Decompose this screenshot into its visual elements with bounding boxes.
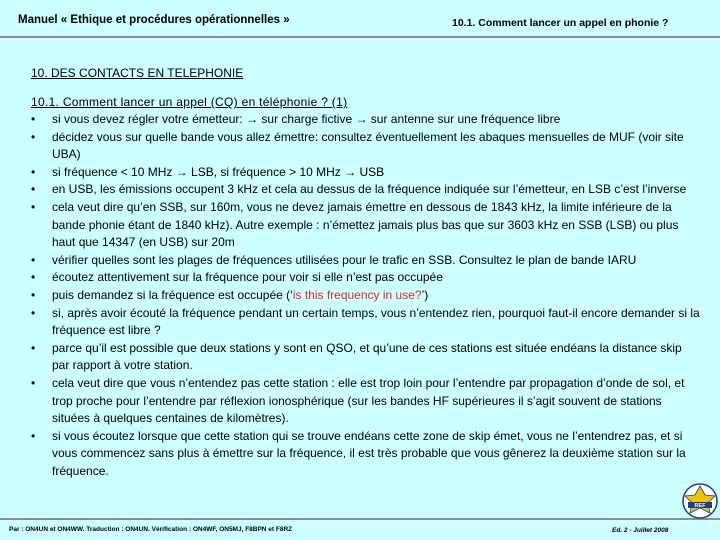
header-divider <box>0 36 720 38</box>
list-item <box>31 269 701 287</box>
list-item <box>31 305 701 340</box>
bullet-icon: • <box>31 428 36 443</box>
list-item <box>31 164 701 182</box>
list-item-text: ’) <box>421 287 429 302</box>
bullet-list <box>31 111 701 480</box>
list-item <box>31 375 701 428</box>
bullet-icon: • <box>31 287 36 302</box>
list-item-text: si fréquence < 10 MHz → LSB, si fréquence > 10 MHz → USB <box>52 164 385 179</box>
bullet-icon: • <box>31 129 36 144</box>
manual-title: Manuel « Ethique et procédures opérationnelles » <box>18 14 290 26</box>
list-item-text: écoutez attentivement sur la fréquence pour voir si elle n’est pas occupée <box>52 270 443 285</box>
english-phrase: is this frequency in use? <box>292 287 422 302</box>
list-item <box>31 129 701 164</box>
bullet-icon: • <box>31 252 36 267</box>
list-item-text: puis demandez si la fréquence est occupée (‘ <box>52 287 293 302</box>
bullet-icon: • <box>31 270 36 285</box>
bullet-icon: • <box>31 305 36 320</box>
list-item-text: si, après avoir écouté la fréquence pendant un certain temps, vous n’entendez rien, pourquoi faut-il encore demander si la fréquence est libre ? <box>52 305 700 338</box>
list-item <box>31 428 701 481</box>
list-item-text: parce qu’il est possible que deux stations y sont en QSO, et qu’une de ces stations est située endéans la distance skip par rapport à votre station. <box>52 340 682 373</box>
bullet-icon: • <box>31 375 36 390</box>
list-item-text: en USB, les émissions occupent 3 kHz et cela au dessus de la fréquence indiquée sur l’émetteur, en LSB c’est l’inverse <box>52 182 687 197</box>
list-item-text: cela veut dire que vous n’entendez pas cette station : elle est trop loin pour l’entendre par propagation d’onde de sol, et trop proche pour l’entendre par réflexion ionosphérique (sur les bandes HF supérieures il s’agit souvent de stations situées à quelques centaines de kilomètres). <box>52 375 685 426</box>
list-item <box>31 199 701 252</box>
bullet-icon: • <box>31 340 36 355</box>
bullet-icon: • <box>31 182 36 197</box>
footer-credits: Par : ON4UN et ON4WW. Traduction : ON4UN. Vérification : ON4WF, ON5MJ, F8BPN et F8RZ <box>9 526 293 533</box>
subsection-title: 10.1. Comment lancer un appel (CQ) en téléphonie ? (1) <box>31 95 348 109</box>
footer-divider <box>0 518 720 520</box>
list-item-text: si vous écoutez lorsque que cette station qui se trouve endéans cette zone de skip émet, vous ne l’entendrez pas, et si vous commencez sans plus à émettre sur la fréquence, il est très probable que vous gênerez la deuxième station sur la fréquence. <box>52 428 686 478</box>
logo-text: REF <box>694 503 706 509</box>
list-item <box>31 252 701 270</box>
bullet-icon: • <box>31 112 36 126</box>
footer-edition: Ed. 2 - Juillet 2008 <box>612 527 669 534</box>
bullet-icon: • <box>31 199 36 214</box>
chapter-title: 10.1. Comment lancer un appel en phonie ? <box>452 17 669 29</box>
list-item <box>31 340 701 375</box>
list-item-text: vérifier quelles sont les plages de fréquences utilisées pour le trafic en SSB. Consultez le plan de bande IARU <box>52 252 637 267</box>
list-item <box>31 181 701 199</box>
list-item <box>31 111 701 129</box>
bullet-icon: • <box>31 164 36 179</box>
section-title: 10. DES CONTACTS EN TELEPHONIE <box>31 66 244 80</box>
list-item <box>31 287 701 305</box>
list-item-text: si vous devez régler votre émetteur: → sur charge fictive → sur antenne sur une fréquence libre <box>52 112 561 126</box>
list-item-text: cela veut dire qu’en SSB, sur 160m, vous ne devez jamais émettre en dessous de 1843 kHz, la limite inférieure de la bande phonie étant de 1840 kHz). Autre exemple : n’émettez jamais plus bas que sur 3603 kHz en SSB (LSB) ou plus haut que 14347 (en USB) sur 20m <box>52 199 679 250</box>
ref-logo <box>682 483 718 519</box>
list-item-text: décidez vous sur quelle bande vous allez émettre: consultez éventuellement les abaques mensuelles de MUF (voir site UBA) <box>52 129 684 162</box>
